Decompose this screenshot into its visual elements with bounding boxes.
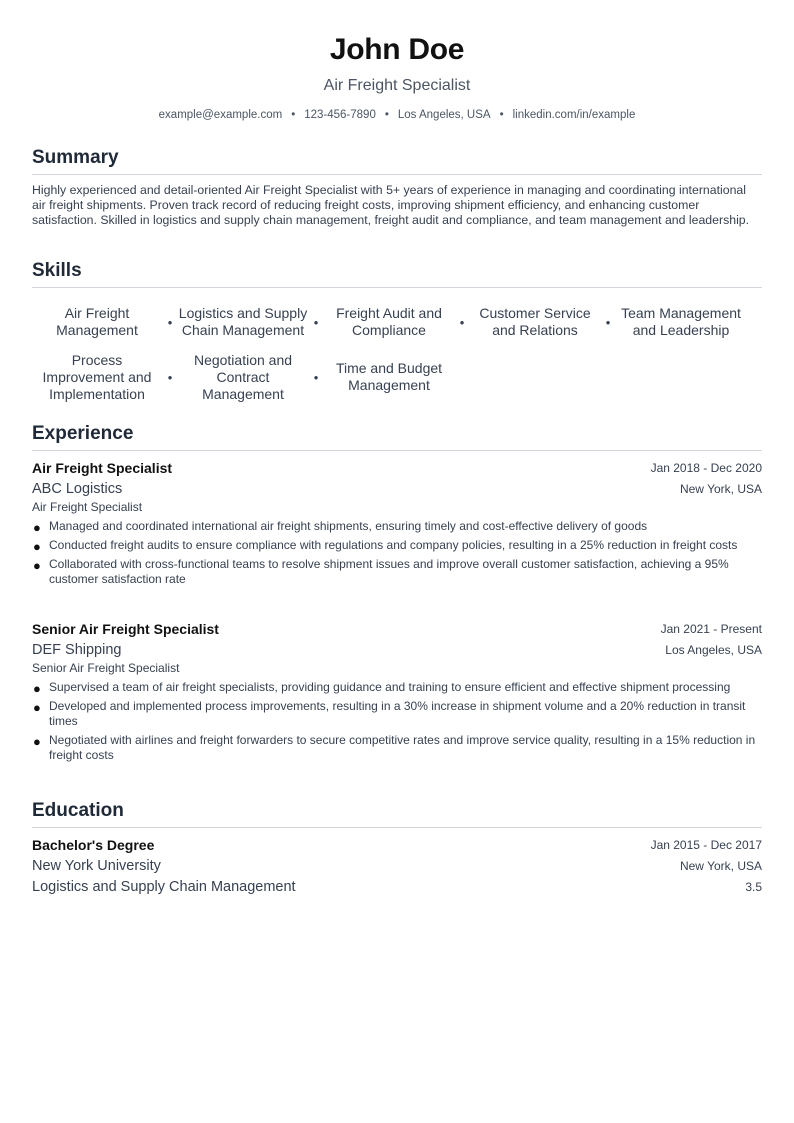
skill-separator: • xyxy=(459,314,465,330)
job-title: Air Freight Specialist xyxy=(32,460,173,476)
summary-section-heading xyxy=(32,145,762,175)
job-dates: Jan 2021 - Present xyxy=(660,622,762,636)
skill-item: Process Improvement and Implementation xyxy=(42,351,152,402)
skills-heading-text: Skills xyxy=(32,260,82,281)
contact-linkedin[interactable]: linkedin.com/in/example xyxy=(512,109,636,121)
summary-heading-text: Summary xyxy=(32,147,119,168)
contact-separator: • xyxy=(291,109,296,121)
skill-separator: • xyxy=(605,314,611,330)
bullet-icon: ● xyxy=(33,681,41,696)
contact-separator: • xyxy=(384,109,389,121)
job-dates: Jan 2018 - Dec 2020 xyxy=(650,461,762,475)
skill-item: Freight Audit and Compliance xyxy=(336,305,442,338)
skill-item: Negotiation and Contract Management xyxy=(193,351,293,402)
school-name: New York University xyxy=(32,858,161,874)
skill-separator: • xyxy=(313,314,319,330)
education-dates: Jan 2015 - Dec 2017 xyxy=(650,838,762,852)
job-title: Senior Air Freight Specialist xyxy=(32,621,219,637)
skill-item: Logistics and Supply Chain Management xyxy=(178,305,308,338)
job-bullets xyxy=(32,680,762,763)
contact-email[interactable]: example@example.com xyxy=(158,109,283,121)
education-section-heading xyxy=(32,798,762,828)
list-item xyxy=(32,733,762,763)
bullet-icon: ● xyxy=(33,558,41,573)
experience-section-heading xyxy=(32,421,762,451)
degree-name: Bachelor's Degree xyxy=(32,837,155,853)
bullet-icon: ● xyxy=(33,734,41,749)
summary-text: Highly experienced and detail-oriented Air Freight Specialist with 5+ years of experience in managing and coordinating international air freight shipments. Proven track record of reducing freight costs, improving shipment efficiency, and enhancing customer satisfaction. Skilled in logistics and supply chain management, freight audit and compliance, and team management and leadership. xyxy=(32,183,750,227)
job-role: Senior Air Freight Specialist xyxy=(32,661,180,675)
list-item xyxy=(32,519,762,534)
skill-item: Air Freight Management xyxy=(56,305,138,338)
experience-entry xyxy=(32,458,762,591)
company-name: DEF Shipping xyxy=(32,642,122,658)
list-item xyxy=(32,557,762,587)
job-bullets xyxy=(32,519,762,587)
bullet-text: Collaborated with cross-functional teams to resolve shipment issues and improve overall customer satisfaction, achieving a 95% customer satisfaction rate xyxy=(49,557,729,586)
list-item xyxy=(32,680,762,695)
bullet-text: Developed and implemented process improvements, resulting in a 30% increase in shipment volume and a 20% reduction in transit times xyxy=(49,699,746,728)
bullet-icon: ● xyxy=(33,520,41,535)
experience-entry xyxy=(32,619,762,767)
bullet-text: Negotiated with airlines and freight forwarders to secure competitive rates and improve service quality, resulting in a 15% reduction in freight costs xyxy=(49,733,756,762)
skills-row xyxy=(32,296,762,348)
skill-separator: • xyxy=(167,369,173,385)
education-entry xyxy=(32,835,762,897)
experience-heading-text: Experience xyxy=(32,423,134,444)
bullet-text: Conducted freight audits to ensure compliance with regulations and company policies, resulting in a 25% reduction in freight costs xyxy=(49,538,738,552)
bullet-text: Managed and coordinated international air freight shipments, ensuring timely and cost-effective delivery of goods xyxy=(49,519,648,533)
field-of-study: Logistics and Supply Chain Management xyxy=(32,879,296,895)
list-item xyxy=(32,699,762,729)
contact-location: Los Angeles, USA xyxy=(397,109,491,121)
school-location: New York, USA xyxy=(679,859,762,873)
bullet-icon: ● xyxy=(33,700,41,715)
skills-section-heading xyxy=(32,258,762,288)
skill-item: Team Management and Leadership xyxy=(621,305,741,338)
bullet-icon: ● xyxy=(33,539,41,554)
skills-row xyxy=(32,351,762,403)
contact-separator: • xyxy=(499,109,504,121)
job-location: New York, USA xyxy=(679,482,762,496)
candidate-name: John Doe xyxy=(329,33,465,66)
gpa-value: 3.5 xyxy=(745,880,762,894)
skill-separator: • xyxy=(313,369,319,385)
bullet-text: Supervised a team of air freight specialists, providing guidance and training to ensure efficient and effective shipment processing xyxy=(49,680,731,694)
skill-separator: • xyxy=(167,314,173,330)
job-location: Los Angeles, USA xyxy=(665,643,762,657)
skill-item: Customer Service and Relations xyxy=(479,305,591,338)
skills-grid xyxy=(32,296,762,403)
skill-item: Time and Budget Management xyxy=(335,360,443,393)
candidate-title: Air Freight Specialist xyxy=(323,77,471,94)
contact-line xyxy=(32,107,762,123)
company-name: ABC Logistics xyxy=(32,481,123,497)
contact-phone[interactable]: 123-456-7890 xyxy=(304,109,376,121)
list-item xyxy=(32,538,762,553)
job-role: Air Freight Specialist xyxy=(32,500,143,514)
education-heading-text: Education xyxy=(32,800,124,821)
